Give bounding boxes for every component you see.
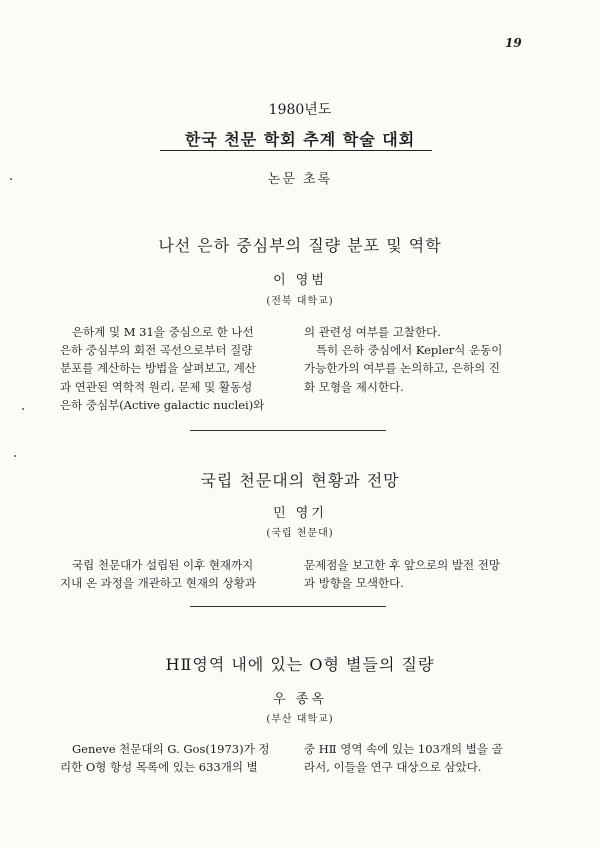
abstract-line: 화 모형을 제시한다. xyxy=(304,379,404,394)
conference-title: 한국 천문 학회 추계 학술 대회 xyxy=(184,130,416,149)
abstract-line: 은하 중심부(Active galactic nuclei)와 xyxy=(60,397,265,412)
article-affiliation: (부산 대학교) xyxy=(266,714,334,725)
abstract-line: 국립 천문대가 설립된 이후 현재까지 xyxy=(72,558,254,572)
abstract-line: Geneve 천문대의 G. Gos(1973)가 정 xyxy=(72,742,270,756)
scan-speck xyxy=(22,408,24,410)
header-rule xyxy=(160,150,432,151)
abstract-line: 문제점을 보고한 후 앞으로의 발전 전망 xyxy=(304,558,501,572)
article-title: 국립 천문대의 현황과 전망 xyxy=(200,471,400,490)
scan-speck xyxy=(14,455,16,457)
abstract-line: 중 HⅡ 영역 속에 있는 103개의 별을 골 xyxy=(304,742,503,756)
abstract-right-column xyxy=(304,323,540,396)
page-number: 19 xyxy=(505,36,522,50)
abstract-left-column xyxy=(60,740,278,776)
abstract-right-column xyxy=(304,740,540,776)
abstract-left-column xyxy=(60,323,278,414)
abstract-line: 분포를 계산하는 방법을 살펴보고, 계산 xyxy=(60,361,257,376)
abstract-line: 리한 O형 항성 목록에 있는 633개의 별 xyxy=(60,760,258,775)
header-year: 1980년도 xyxy=(268,102,332,118)
article-affiliation: (전북 대학교) xyxy=(266,296,334,307)
abstract-line: 특히 은하 중심에서 Kepler식 운동이 xyxy=(316,343,503,358)
abstract-right-column xyxy=(304,556,540,592)
article-author: 우 종옥 xyxy=(273,692,327,707)
section-heading: 논문 초록 xyxy=(267,172,333,187)
article-affiliation: (국립 천문대) xyxy=(266,528,334,539)
abstract-line: 은하 중심부의 회전 곡선으로부터 질량 xyxy=(60,343,253,358)
abstract-line: 지내 온 과정을 개관하고 현재의 상황과 xyxy=(60,576,257,591)
abstract-line: 과 방향을 모색한다. xyxy=(304,576,404,591)
article-title: 나선 은하 중심부의 질량 분포 및 역학 xyxy=(158,236,442,255)
abstract-left-column xyxy=(60,556,278,592)
article-divider xyxy=(190,606,386,607)
article-author: 민 영기 xyxy=(273,506,327,521)
abstract-line: 가능한가의 여부를 논의하고, 은하의 진 xyxy=(304,361,501,376)
article-author: 이 영범 xyxy=(273,273,327,288)
abstract-line: 의 관련성 여부를 고찰한다. xyxy=(304,325,441,339)
abstract-line: 라서, 이들을 연구 대상으로 삼았다. xyxy=(304,760,482,775)
abstract-line: 은하계 및 M 31을 중심으로 한 나선 xyxy=(72,325,254,339)
article-divider xyxy=(190,430,386,431)
article-title: HⅡ영역 내에 있는 O형 별들의 질량 xyxy=(165,655,435,674)
abstract-line: 과 연관된 역학적 원리, 문제 및 활동성 xyxy=(60,379,253,394)
